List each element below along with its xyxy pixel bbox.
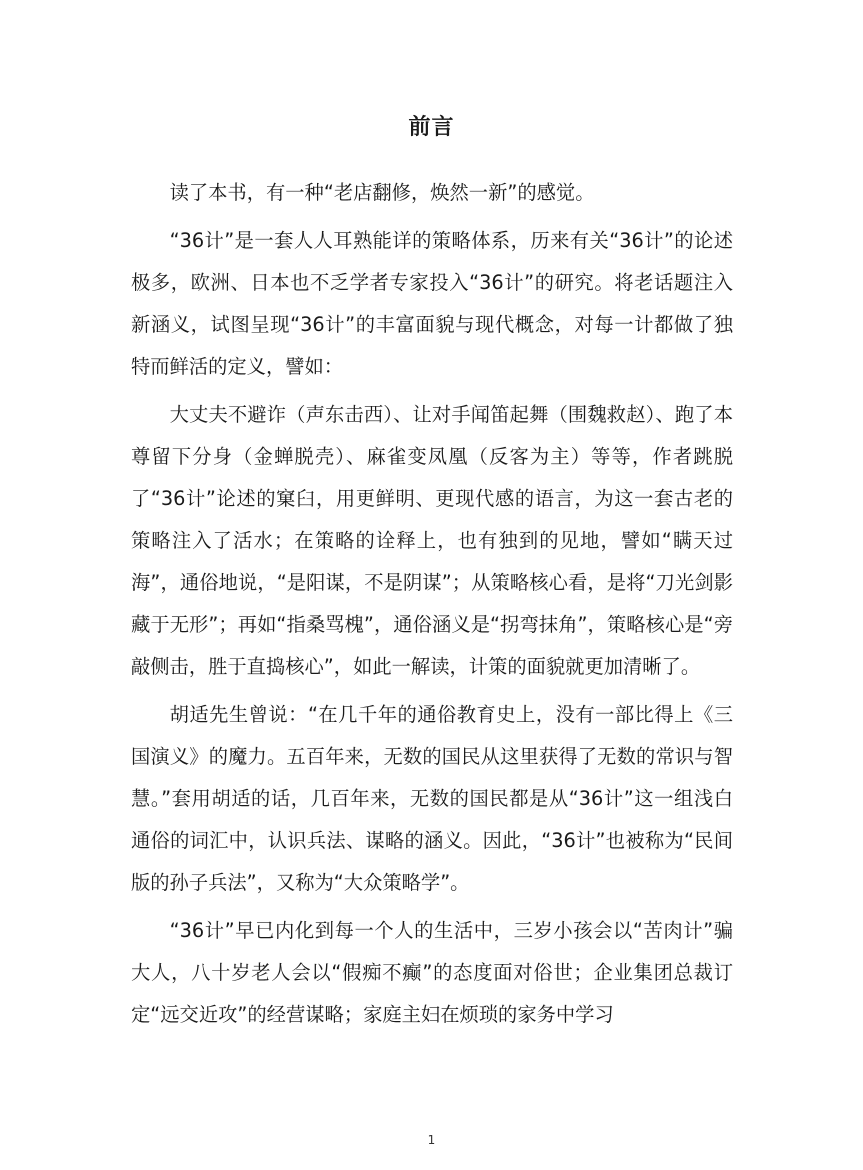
paragraph-5: “36计”早已内化到每一个人的生活中，三岁小孩会以“苦肉计”骗大人，八十岁老人会以“假痴不癫”的态度面对俗世；企业集团总裁订定“远交近攻”的经营谋略；家庭主妇在烦琐的家务中学习 xyxy=(131,919,733,1026)
paragraph-1: 读了本书，有一种“老店翻修，焕然一新”的感觉。 xyxy=(169,181,595,204)
paragraph-3: 大丈夫不避诈（声东击西）、让对手闻笛起舞（围魏救赵）、跑了本尊留下分身（金蝉脱壳）、麻雀变凤凰（反客为主）等等，作者跳脱了“36计”论述的窠臼，用更鲜明、更现代感的语言，为这一套古老的策略注入了活水；在策略的诠释上，也有独到的见地，譬如“瞒天过海”，通俗地说，“是阳谋，不是阴谋”；从策略核心看，是将“刀光剑影藏于无形”；再如“指桑骂槐”，通俗涵义是“拐弯抹角”，策略核心是“旁敲侧击，胜于直捣核心”，如此一解读，计策的面貌就更加清晰了。 xyxy=(131,403,733,678)
paragraph-4: 胡适先生曾说：“在几千年的通俗教育史上，没有一部比得上《三国演义》的魔力。五百年来，无数的国民从这里获得了无数的常识与智慧。”套用胡适的话，几百年来，无数的国民都是从“36计”这一组浅白通俗的词汇中，认识兵法、谋略的涵义。因此，“36计”也被称为“民间版的孙子兵法”，又称为“大众策略学”。 xyxy=(131,703,733,894)
page-number: 1 xyxy=(427,1133,436,1147)
page-title: 前言 xyxy=(408,115,455,140)
body-text xyxy=(131,172,733,1042)
paragraph-2: “36计”是一套人人耳熟能详的策略体系，历来有关“36计”的论述极多，欧洲、日本也不乏学者专家投入“36计”的研究。将老话题注入新涵义，试图呈现“36计”的丰富面貌与现代概念，对每一计都做了独特而鲜活的定义，譬如： xyxy=(131,229,733,378)
